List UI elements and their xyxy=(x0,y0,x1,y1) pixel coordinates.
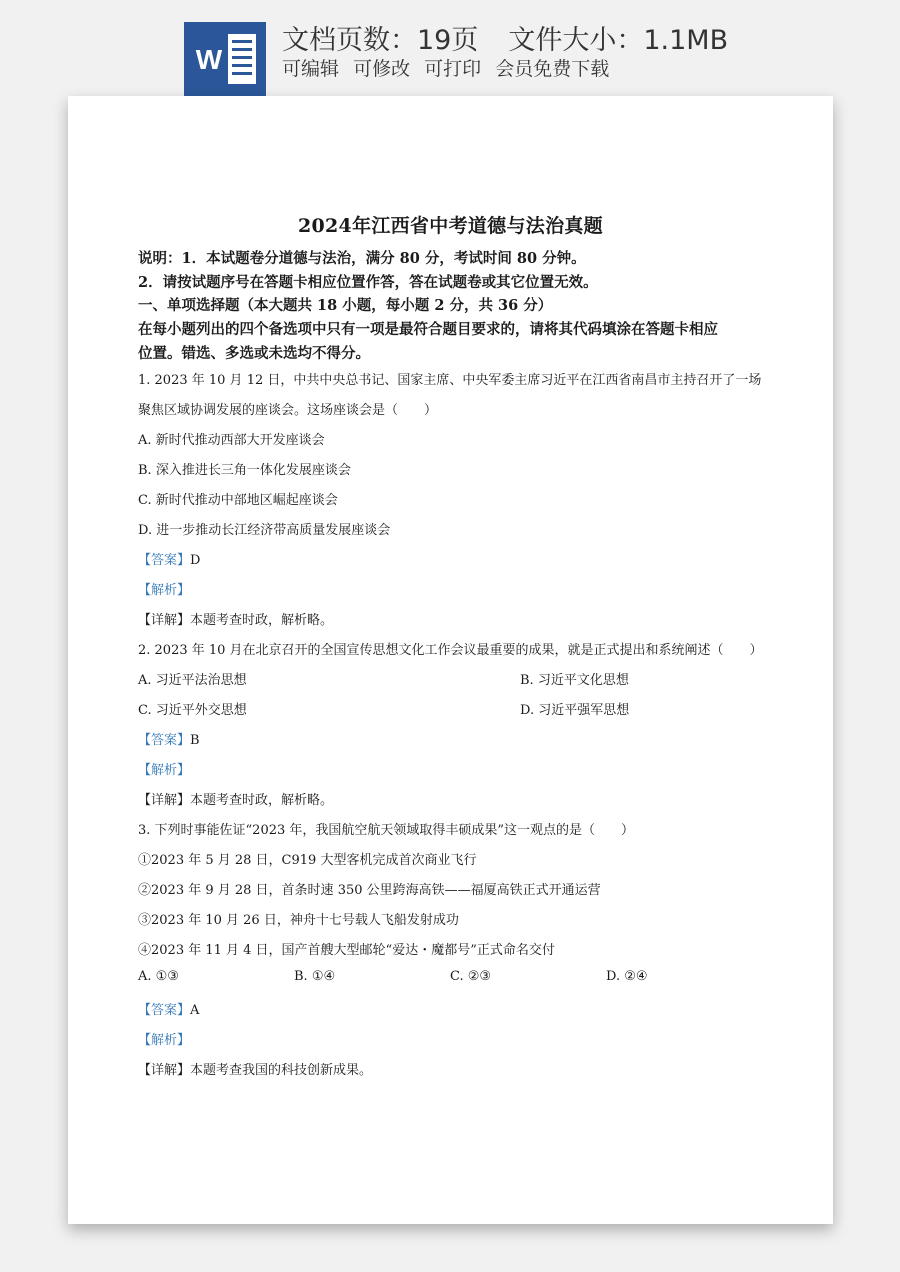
q2-detail: 【详解】本题考查时政，解析略。 xyxy=(138,793,334,808)
page-count: 文档页数：19页 xyxy=(282,25,479,56)
instruction-line: 说明：1．本试题卷分道德与法治，满分 80 分，考试时间 80 分钟。 xyxy=(138,250,586,267)
q3-answer xyxy=(138,999,199,1018)
document-title: 2024年江西省中考道德与法治真题 xyxy=(298,215,603,237)
q3-item-4: ④2023 年 11 月 4 日，国产首艘大型邮轮“爱达・魔都号”正式命名交付 xyxy=(138,943,555,958)
feature-printable: 可打印 xyxy=(424,58,482,80)
file-info-header xyxy=(0,0,900,96)
feature-editable: 可编辑 xyxy=(282,58,340,80)
q3-item-2: ②2023 年 9 月 28 日，首条时速 350 公里跨海高铁——福厦高铁正式开通运营 xyxy=(138,883,601,898)
q3-option-c: C. ②③ xyxy=(450,969,492,984)
q2-option-d: D. 习近平强军思想 xyxy=(520,703,630,718)
instruction-line: 位置。错选、多选或未选均不得分。 xyxy=(138,345,370,362)
q2-analysis-tag: 【解析】 xyxy=(138,763,191,778)
feature-modifiable: 可修改 xyxy=(353,58,411,80)
q1-option-c: C. 新时代推动中部地区崛起座谈会 xyxy=(138,493,338,508)
q2-option-c: C. 习近平外交思想 xyxy=(138,703,247,718)
q2-option-b: B. 习近平文化思想 xyxy=(520,673,629,688)
q2-options-row2 xyxy=(138,699,630,718)
q3-stem: 3. 下列时事能佐证“2023 年，我国航空航天领域取得丰硕成果”这一观点的是（ ） xyxy=(138,823,635,838)
q2-options-row1 xyxy=(138,669,629,688)
answer-tag: 【答案】 xyxy=(138,553,191,568)
q3-item-3: ③2023 年 10 月 26 日，神舟十七号载人飞船发射成功 xyxy=(138,913,459,928)
q3-item-1: ①2023 年 5 月 28 日，C919 大型客机完成首次商业飞行 xyxy=(138,853,477,868)
q3-option-d: D. ②④ xyxy=(606,969,648,984)
q3-option-a: A. ①③ xyxy=(138,969,179,984)
section-heading: 一、单项选择题（本大题共 18 小题，每小题 2 分，共 36 分） xyxy=(138,297,553,314)
answer-tag: 【答案】 xyxy=(138,1003,191,1018)
q1-option-d: D. 进一步推动长江经济带高质量发展座谈会 xyxy=(138,523,391,538)
answer-value: D xyxy=(190,553,201,568)
feature-member-download: 会员免费下载 xyxy=(495,58,610,80)
q3-analysis-tag: 【解析】 xyxy=(138,1033,191,1048)
q3-option-b: B. ①④ xyxy=(294,969,336,984)
q1-stem-line2: 聚焦区域协调发展的座谈会。这场座谈会是（ ） xyxy=(138,403,438,418)
q1-answer xyxy=(138,549,200,568)
file-stats xyxy=(282,18,728,57)
feature-list xyxy=(282,54,617,81)
q1-analysis-tag: 【解析】 xyxy=(138,583,191,598)
q1-option-a: A. 新时代推动西部大开发座谈会 xyxy=(138,433,325,448)
answer-value: B xyxy=(190,733,200,748)
q3-detail: 【详解】本题考查我国的科技创新成果。 xyxy=(138,1063,373,1078)
word-icon-letter: W xyxy=(195,44,223,75)
q2-option-a: A. 习近平法治思想 xyxy=(138,673,247,688)
q2-stem: 2. 2023 年 10 月在北京召开的全国宣传思想文化工作会议最重要的成果，就是正式提出和系统阐述（ ） xyxy=(138,643,763,658)
answer-value: A xyxy=(190,1003,200,1018)
answer-tag: 【答案】 xyxy=(138,733,191,748)
q1-stem-line1: 1. 2023 年 10 月 12 日，中共中央总书记、国家主席、中央军委主席习近平在江西省南昌市主持召开了一场 xyxy=(138,373,762,388)
document-page xyxy=(68,96,833,1224)
instruction-line: 在每小题列出的四个备选项中只有一项是最符合题目要求的，请将其代码填涂在答题卡相应 xyxy=(138,321,718,338)
q1-detail: 【详解】本题考查时政，解析略。 xyxy=(138,613,334,628)
q1-option-b: B. 深入推进长三角一体化发展座谈会 xyxy=(138,463,351,478)
q2-answer xyxy=(138,729,200,748)
word-document-icon xyxy=(184,22,266,96)
instruction-line: 2．请按试题序号在答题卡相应位置作答，答在试题卷或其它位置无效。 xyxy=(138,274,598,291)
q3-options-row xyxy=(138,969,758,987)
file-size: 文件大小：1.1MB xyxy=(508,25,729,56)
